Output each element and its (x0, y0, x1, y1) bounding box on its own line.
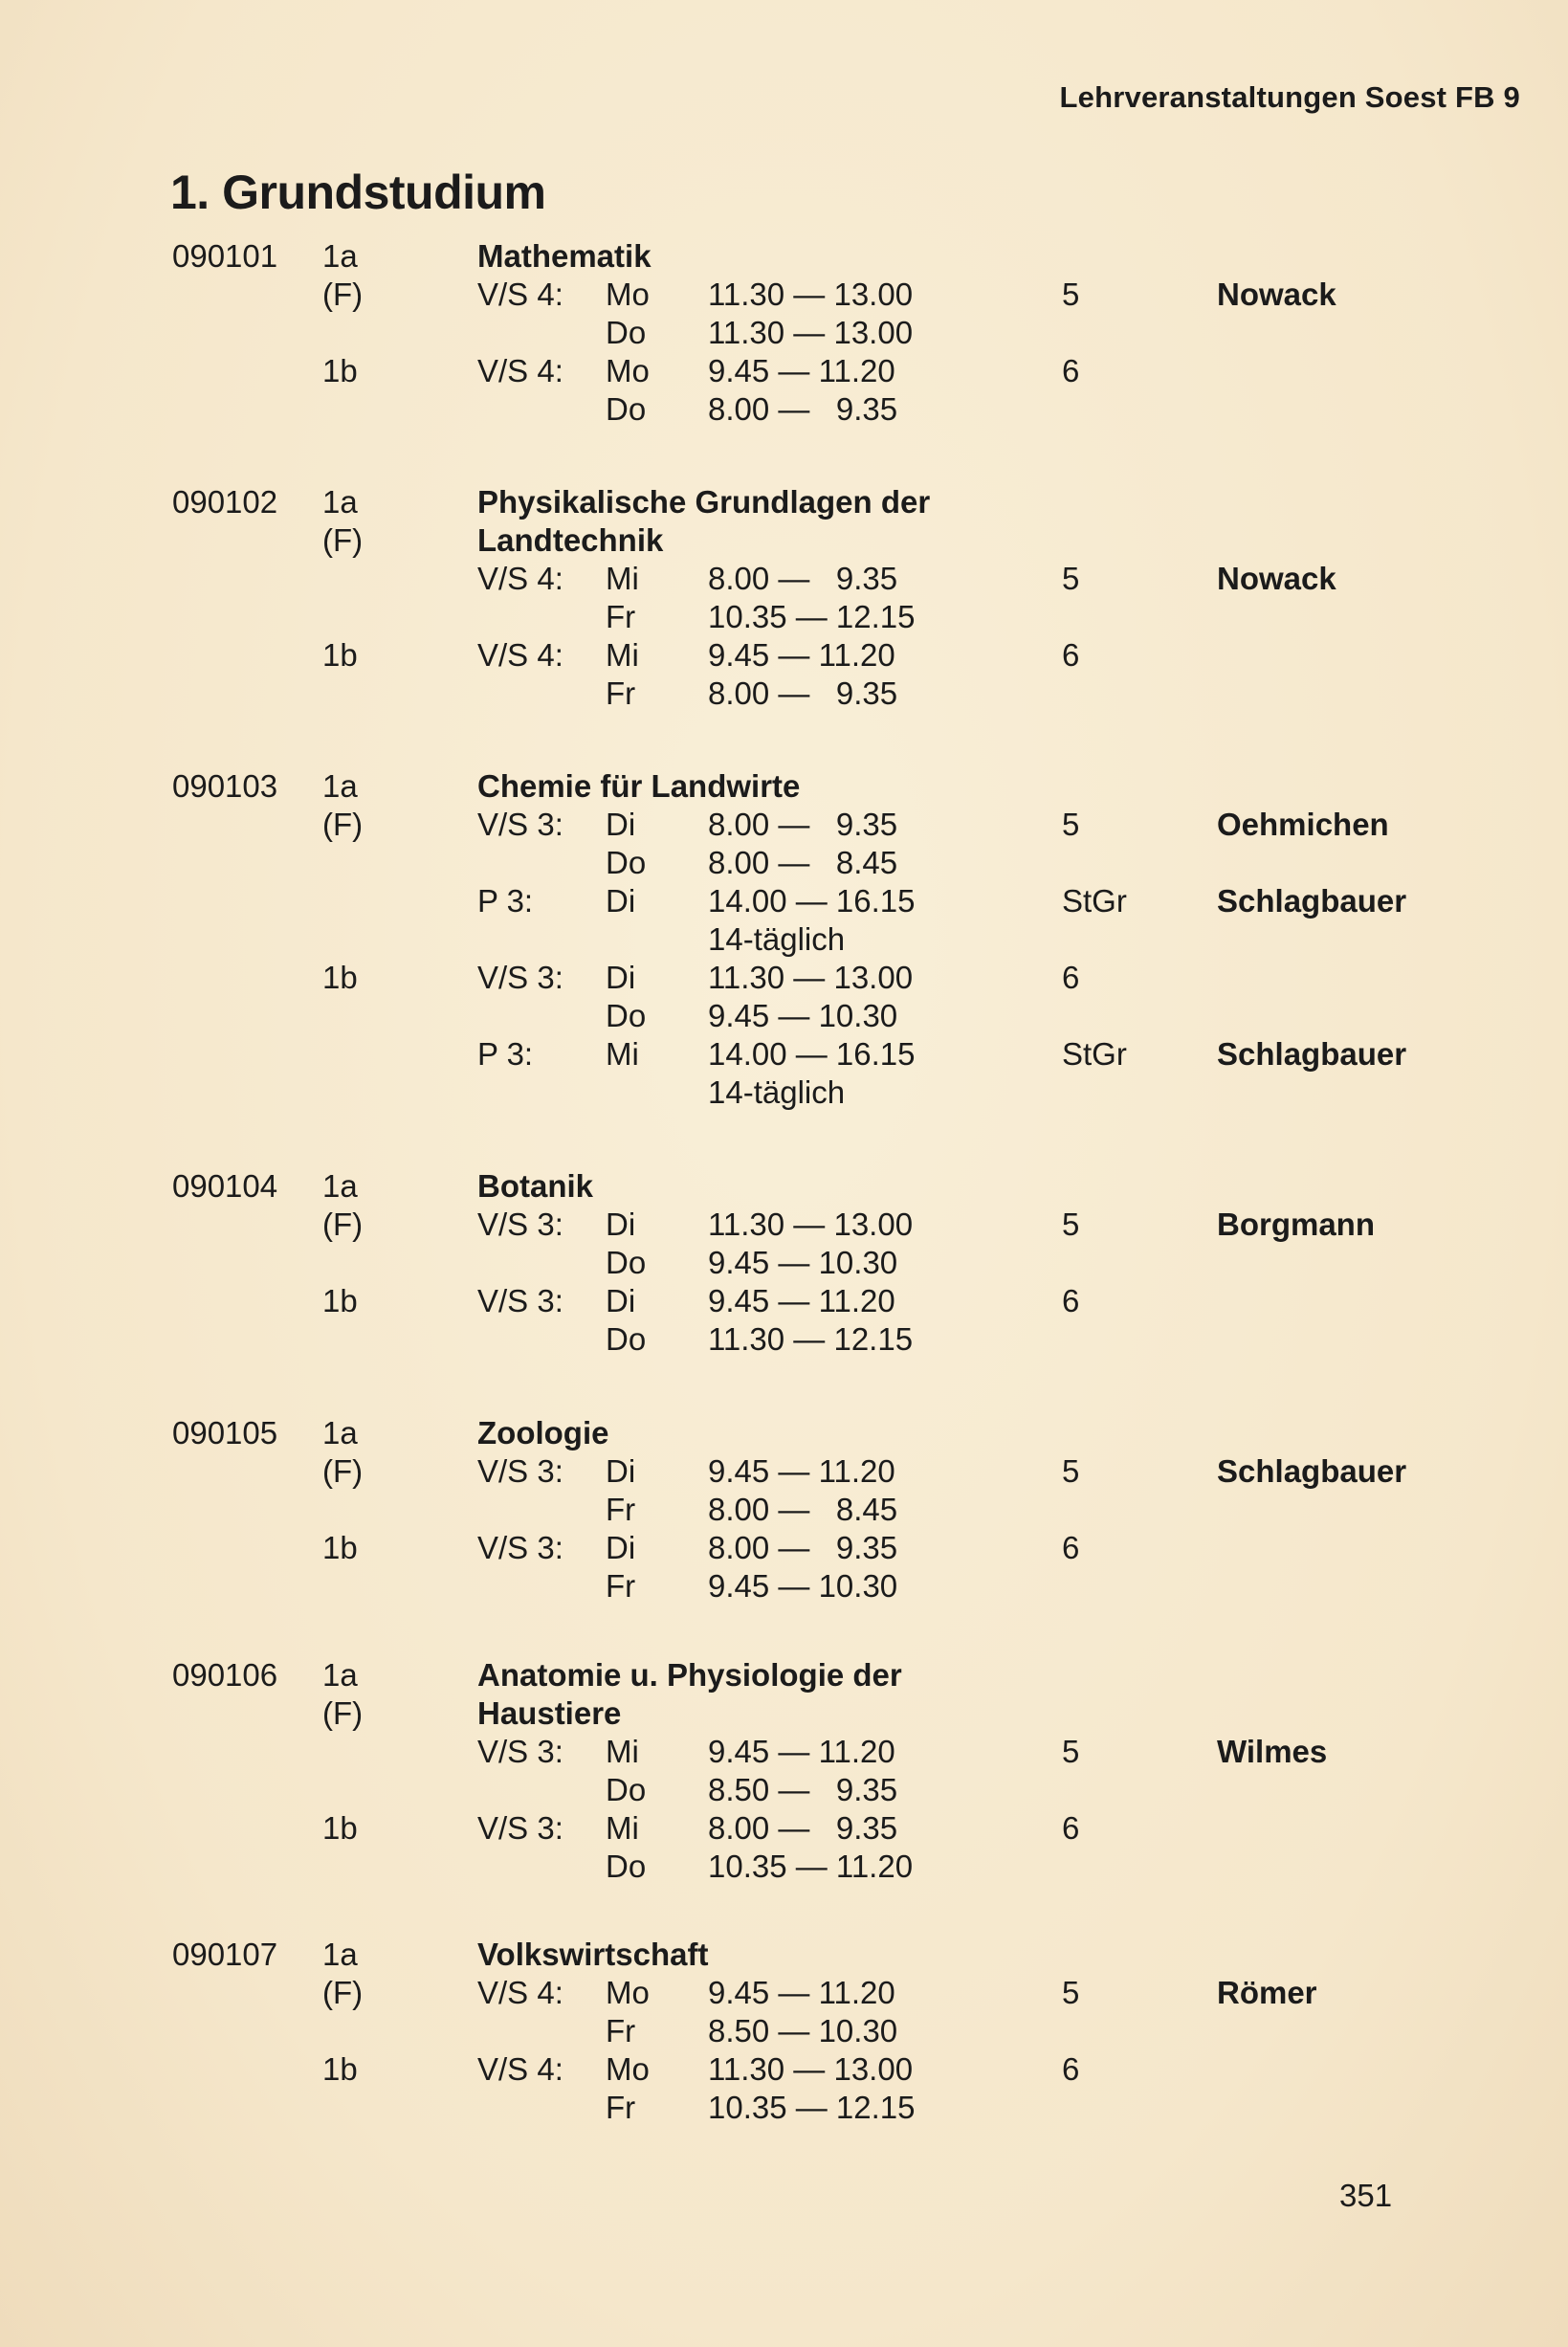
session-day: Do (606, 845, 647, 880)
course-title: Landtechnik (477, 522, 664, 558)
session-day: Fr (606, 1568, 636, 1604)
course-group: 1a (322, 1415, 358, 1450)
course-number: 090101 (172, 238, 278, 274)
course-line (0, 1452, 1568, 1491)
session-time: 9.45 — 11.20 (708, 353, 895, 388)
session-type: V/S 3: (477, 807, 563, 842)
session-time: 9.45 — 10.30 (708, 1568, 898, 1604)
course-line (0, 1771, 1568, 1809)
session-time: 10.35 — 12.15 (708, 599, 916, 634)
course-line (0, 1567, 1568, 1605)
course-group: 1b (322, 637, 358, 673)
session-day: Mi (606, 637, 639, 673)
lecturer-name: Schlagbauer (1217, 1453, 1407, 1489)
course-line (0, 1206, 1568, 1244)
session-hours: 6 (1062, 1283, 1080, 1318)
session-day: Mi (606, 1036, 639, 1072)
session-day: Mo (606, 277, 650, 312)
course-group: (F) (322, 1695, 364, 1731)
course-line (0, 2050, 1568, 2089)
session-day: Fr (606, 675, 636, 711)
course-line (0, 1035, 1568, 1074)
session-day: Do (606, 1772, 647, 1807)
session-time: 11.30 — 13.00 (708, 315, 914, 350)
session-time: 8.00 — 9.35 (708, 1530, 898, 1565)
session-time: 8.00 — 9.35 (708, 561, 898, 596)
session-hours: 5 (1062, 561, 1080, 596)
session-time: 10.35 — 12.15 (708, 2090, 916, 2125)
session-type: V/S 4: (477, 637, 563, 673)
session-time: 11.30 — 13.00 (708, 2051, 914, 2087)
session-hours: 6 (1062, 1810, 1080, 1846)
course-number: 090107 (172, 1937, 278, 1972)
session-type: V/S 3: (477, 1283, 563, 1318)
session-type: V/S 4: (477, 1975, 563, 2010)
session-hours: 5 (1062, 1975, 1080, 2010)
course-title: Botanik (477, 1168, 594, 1204)
course-group: 1b (322, 1810, 358, 1846)
session-hours: 5 (1062, 1207, 1080, 1242)
session-time: 14.00 — 16.15 (708, 1036, 916, 1072)
course-line (0, 560, 1568, 598)
course-line (0, 390, 1568, 429)
course-group: 1a (322, 484, 358, 520)
course-line (0, 1529, 1568, 1567)
course-line (0, 767, 1568, 806)
session-time: 9.45 — 11.20 (708, 637, 895, 673)
session-type: V/S 3: (477, 1207, 563, 1242)
course-group: 1b (322, 353, 358, 388)
course-title: Volkswirtschaft (477, 1937, 709, 1972)
session-type: V/S 3: (477, 1810, 563, 1846)
session-hours: 6 (1062, 353, 1080, 388)
session-day: Di (606, 807, 636, 842)
course-group: (F) (322, 277, 364, 312)
session-time: 8.50 — 10.30 (708, 2013, 898, 2048)
session-time: 11.30 — 13.00 (708, 960, 914, 995)
session-time: 8.00 — 9.35 (708, 807, 898, 842)
session-day: Mi (606, 1734, 639, 1769)
course-title: Haustiere (477, 1695, 622, 1731)
course-line (0, 1974, 1568, 2012)
session-day: Di (606, 1207, 636, 1242)
session-time: 11.30 — 13.00 (708, 1207, 914, 1242)
lecturer-name: Borgmann (1217, 1207, 1375, 1242)
session-type: V/S 3: (477, 960, 563, 995)
course-group: 1a (322, 1657, 358, 1693)
course-line (0, 2089, 1568, 2127)
course-number: 090103 (172, 768, 278, 804)
course-line (0, 521, 1568, 560)
session-time: 11.30 — 12.15 (708, 1321, 914, 1357)
course-group: 1a (322, 768, 358, 804)
session-day: Mo (606, 2051, 650, 2087)
session-hours: 6 (1062, 1530, 1080, 1565)
session-time: 8.00 — 9.35 (708, 1810, 898, 1846)
session-day: Fr (606, 1492, 636, 1527)
course-line (0, 997, 1568, 1035)
session-day: Mo (606, 1975, 650, 2010)
course-line (0, 920, 1568, 959)
session-time: 9.45 — 11.20 (708, 1453, 895, 1489)
course-line (0, 882, 1568, 920)
session-type: V/S 4: (477, 2051, 563, 2087)
session-day: Di (606, 1530, 636, 1565)
course-group: 1b (322, 1283, 358, 1318)
running-header: Lehrveranstaltungen Soest FB 9 (1059, 80, 1520, 114)
session-time: 8.00 — 9.35 (708, 675, 898, 711)
course-line (0, 1809, 1568, 1848)
course-line (0, 598, 1568, 636)
session-hours: 5 (1062, 807, 1080, 842)
course-group: (F) (322, 807, 364, 842)
session-hours: 6 (1062, 2051, 1080, 2087)
course-group: 1b (322, 1530, 358, 1565)
course-line (0, 1282, 1568, 1320)
session-type: V/S 4: (477, 353, 563, 388)
session-hours: 5 (1062, 1734, 1080, 1769)
course-group: (F) (322, 522, 364, 558)
course-number: 090104 (172, 1168, 278, 1204)
session-time: 8.50 — 9.35 (708, 1772, 898, 1807)
session-time: 10.35 — 11.20 (708, 1849, 914, 1884)
session-day: Fr (606, 599, 636, 634)
page-number: 351 (1339, 2178, 1393, 2213)
lecturer-name: Römer (1217, 1975, 1317, 2010)
session-hours: 5 (1062, 1453, 1080, 1489)
session-time: 8.00 — 8.45 (708, 845, 898, 880)
session-day: Di (606, 1453, 636, 1489)
course-line (0, 352, 1568, 390)
session-type: V/S 3: (477, 1734, 563, 1769)
session-type: P 3: (477, 1036, 534, 1072)
session-type: V/S 4: (477, 561, 563, 596)
session-day: Mo (606, 353, 650, 388)
session-day: Mi (606, 561, 639, 596)
session-time: 9.45 — 10.30 (708, 1245, 898, 1280)
course-group: (F) (322, 1207, 364, 1242)
course-title: Mathematik (477, 238, 651, 274)
lecturer-name: Schlagbauer (1217, 883, 1407, 919)
course-line (0, 1320, 1568, 1359)
session-day: Di (606, 960, 636, 995)
session-time: 8.00 — 8.45 (708, 1492, 898, 1527)
course-line (0, 636, 1568, 675)
course-line (0, 1656, 1568, 1694)
course-group: 1a (322, 238, 358, 274)
session-day: Do (606, 1321, 647, 1357)
session-type: V/S 3: (477, 1453, 563, 1489)
session-day: Fr (606, 2090, 636, 2125)
course-number: 090105 (172, 1415, 278, 1450)
session-type: P 3: (477, 883, 534, 919)
session-time: 9.45 — 10.30 (708, 998, 898, 1033)
course-line (0, 1936, 1568, 1974)
course-line (0, 483, 1568, 521)
course-line (0, 675, 1568, 713)
course-line (0, 1694, 1568, 1733)
lecturer-name: Wilmes (1217, 1734, 1328, 1769)
course-line (0, 1414, 1568, 1452)
lecturer-name: Nowack (1217, 561, 1336, 596)
session-time: 11.30 — 13.00 (708, 277, 914, 312)
session-day: Do (606, 315, 647, 350)
course-line (0, 844, 1568, 882)
course-line (0, 1244, 1568, 1282)
course-number: 090106 (172, 1657, 278, 1693)
session-day: Mi (606, 1810, 639, 1846)
session-hours: 6 (1062, 637, 1080, 673)
session-day: Do (606, 1849, 647, 1884)
course-group: 1a (322, 1168, 358, 1204)
session-time: 14.00 — 16.15 (708, 883, 916, 919)
session-day: Fr (606, 2013, 636, 2048)
course-line (0, 1167, 1568, 1206)
lecturer-name: Oehmichen (1217, 807, 1389, 842)
course-group: 1a (322, 1937, 358, 1972)
course-line (0, 237, 1568, 276)
course-line (0, 1074, 1568, 1112)
course-line (0, 1491, 1568, 1529)
session-time: 14-täglich (708, 921, 846, 957)
course-title: Chemie für Landwirte (477, 768, 801, 804)
course-line (0, 959, 1568, 997)
session-time: 9.45 — 11.20 (708, 1975, 895, 2010)
course-line (0, 1848, 1568, 1886)
course-line (0, 276, 1568, 314)
course-group: 1b (322, 960, 358, 995)
session-time: 8.00 — 9.35 (708, 391, 898, 427)
course-group: (F) (322, 1975, 364, 2010)
course-line (0, 314, 1568, 352)
course-group: (F) (322, 1453, 364, 1489)
session-time: 14-täglich (708, 1074, 846, 1110)
session-day: Do (606, 1245, 647, 1280)
session-type: V/S 3: (477, 1530, 563, 1565)
course-title: Zoologie (477, 1415, 609, 1450)
course-line (0, 1733, 1568, 1771)
course-title: Anatomie u. Physiologie der (477, 1657, 902, 1693)
session-day: Di (606, 883, 636, 919)
session-type: V/S 4: (477, 277, 563, 312)
session-day: Do (606, 998, 647, 1033)
session-time: 9.45 — 11.20 (708, 1734, 895, 1769)
course-line (0, 2012, 1568, 2050)
lecturer-name: Schlagbauer (1217, 1036, 1407, 1072)
course-group: 1b (322, 2051, 358, 2087)
session-hours: StGr (1062, 1036, 1127, 1072)
course-line (0, 806, 1568, 844)
section-title: 1. Grundstudium (170, 166, 546, 219)
course-number: 090102 (172, 484, 278, 520)
session-time: 9.45 — 11.20 (708, 1283, 895, 1318)
lecturer-name: Nowack (1217, 277, 1336, 312)
session-hours: 6 (1062, 960, 1080, 995)
session-hours: 5 (1062, 277, 1080, 312)
session-hours: StGr (1062, 883, 1127, 919)
session-day: Di (606, 1283, 636, 1318)
session-day: Do (606, 391, 647, 427)
course-title: Physikalische Grundlagen der (477, 484, 931, 520)
